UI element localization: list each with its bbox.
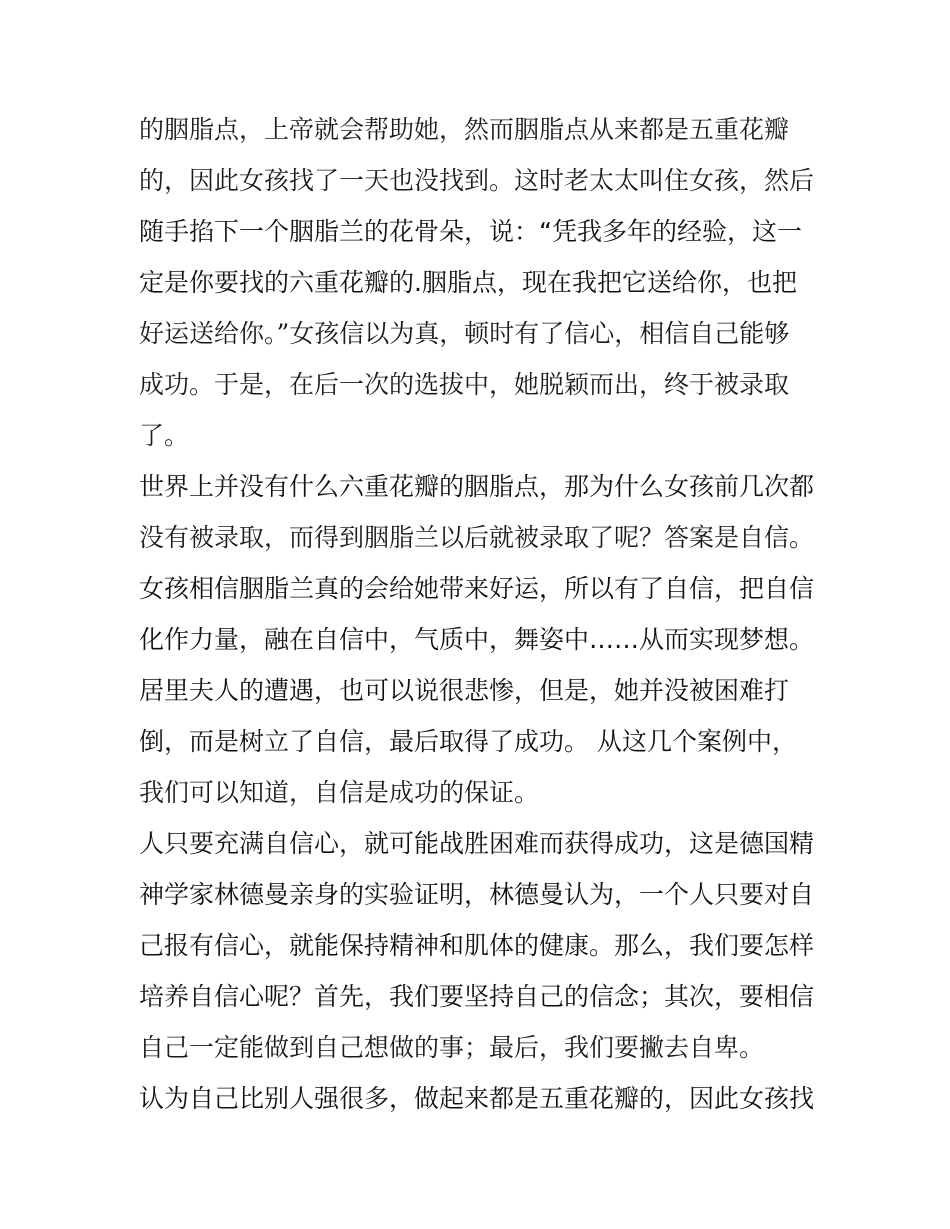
text-line: 好运送给你。”女孩信以为真，顿时有了信心，相信自己能够	[139, 319, 790, 348]
text-line: 己报有信心，就能保持精神和肌体的健康。那么，我们要怎样	[139, 931, 815, 960]
text-line: 没有被录取，而得到胭脂兰以后就被录取了呢？答案是自信。	[139, 523, 815, 552]
text-line: 自己一定能做到自己想做的事；最后，我们要撇去自卑。	[139, 1033, 765, 1062]
text-line: 居里夫人的遭遇，也可以说很悲惨，但是，她并没被困难打	[139, 676, 790, 705]
text-line: 的胭脂点，上帝就会帮助她，然而胭脂点从来都是五重花瓣	[139, 115, 790, 144]
text-line: 定是你要找的六重花瓣的.胭脂点，现在我把它送给你，也把	[139, 268, 797, 297]
text-line: 了。	[139, 421, 190, 450]
body-text	[139, 104, 819, 1124]
text-line: 成功。于是，在后一次的选拔中，她脱颖而出，终于被录取	[139, 370, 790, 399]
text-line: 人只要充满自信心，就可能战胜困难而获得成功，这是德国精	[139, 829, 815, 858]
text-line: 随手掐下一个胭脂兰的花骨朵，说：“凭我多年的经验，这一	[139, 217, 802, 246]
text-line: 女孩相信胭脂兰真的会给她带来好运，所以有了自信，把自信	[139, 574, 815, 603]
text-line: 神学家林德曼亲身的实验证明，林德曼认为，一个人只要对自	[139, 880, 815, 909]
text-line: 培养自信心呢？首先，我们要坚持自己的信念；其次，要相信	[139, 982, 815, 1011]
text-line: 化作力量，融在自信中，气质中，舞姿中……从而实现梦想。	[139, 625, 815, 654]
text-line: 认为自己比别人强很多，做起来都是五重花瓣的，因此女孩找	[139, 1084, 815, 1113]
text-line: 的，因此女孩找了一天也没找到。这时老太太叫住女孩，然后	[139, 166, 815, 195]
text-line: 我们可以知道，自信是成功的保证。	[139, 778, 540, 807]
text-line: 世界上并没有什么六重花瓣的胭脂点，那为什么女孩前几次都	[139, 472, 815, 501]
text-line: 倒，而是树立了自信，最后取得了成功。 从这几个案例中，	[139, 727, 797, 756]
